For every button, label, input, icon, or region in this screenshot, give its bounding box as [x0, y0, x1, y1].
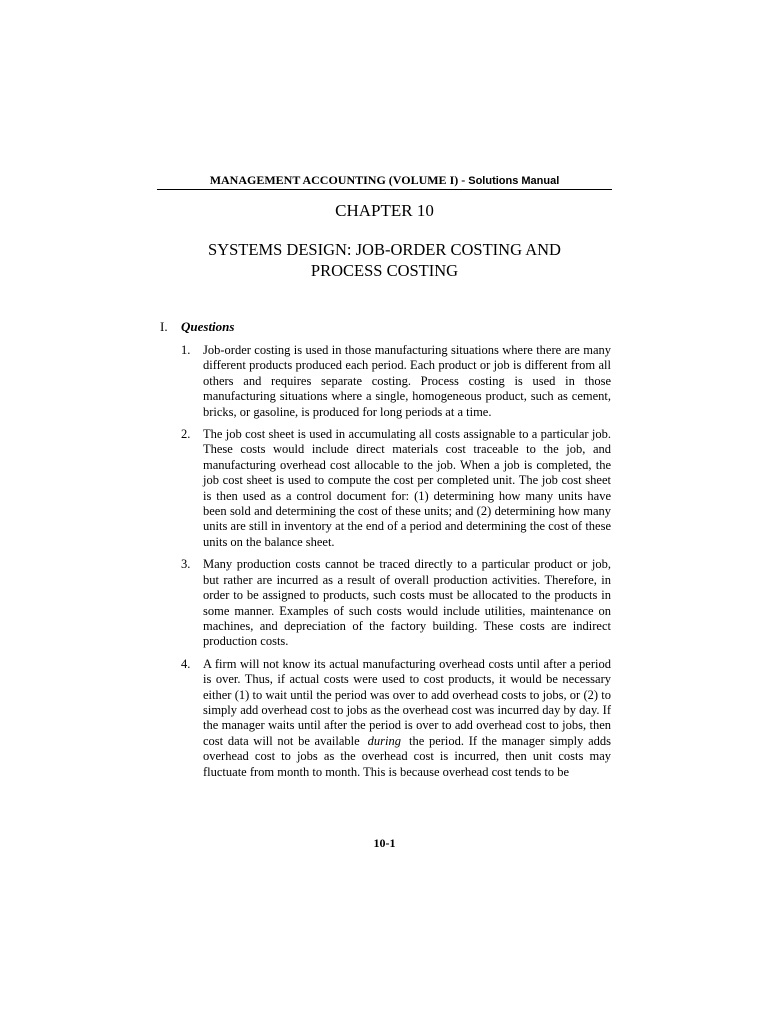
question-number: 1.: [181, 343, 191, 357]
running-header: [157, 173, 612, 190]
question-number: 3.: [181, 557, 191, 572]
header-subtitle: Solutions Manual: [468, 175, 560, 187]
section-heading: [160, 319, 234, 335]
question-item: [181, 557, 611, 649]
question-item: [181, 343, 611, 420]
question-item: [181, 427, 611, 550]
chapter-title-line-1: SYSTEMS DESIGN: JOB-ORDER COSTING AND: [208, 240, 561, 259]
chapter-title-line-2: PROCESS COSTING: [310, 261, 459, 280]
question-text: [203, 657, 611, 780]
question-number: 2.: [181, 427, 191, 442]
question-text: Job-order costing is used in those manufacturing situations where there are many different products produced each period. Each product or job is different from all others and requires separate costing. Process costing is used in those manufacturing situations where a single, homogeneous product, such as cement, bricks, or gasoline, is produced for long periods at a time.: [203, 343, 611, 419]
header-title: MANAGEMENT ACCOUNTING (VOLUME I) -: [209, 173, 469, 187]
question-text: Many production costs cannot be traced directly to a particular product or job, but rather are incurred as a result of overall production activities. Therefore, in order to be assigned to products, such costs must be allocated to the products in some manner. Examples of such costs would include utilities, maintenance on machines, and depreciation of the factory building. These costs are indirect production costs.: [203, 557, 611, 649]
questions-list: [181, 343, 611, 787]
chapter-title: [157, 239, 612, 281]
question-text-part: A firm will not know its actual manufacturing overhead costs until after a period is over. Thus, if actual costs were used to cost products, it would be necessary either (1) to wait until the period was over to add overhead costs to jobs, or (2) to simply add overhead cost to jobs as the overhead cost was incurred day by day. If the manager waits until after the period is over to add overhead cost to jobs, then cost data will not be available: [203, 656, 611, 748]
question-text-part: the period. If the manager simply adds overhead cost to jobs as the overhead cost is incurred, then unit costs may fluctuate from month to month. This is because overhead cost tends to be: [203, 733, 611, 779]
section-title: Questions: [181, 319, 235, 334]
question-item: [181, 657, 611, 780]
section-numeral: I.: [160, 319, 168, 334]
page-number: 10-1: [373, 836, 396, 850]
question-text: The job cost sheet is used in accumulating all costs assignable to a particular job. These costs would include direct materials cost traceable to the job, and manufacturing overhead cost allocable to the job. When a job is completed, the job cost sheet is used to compute the cost per completed unit. The job cost sheet is then used as a control document for: (1) determining how many units have been sold and determining the cost of these units; and (2) determining how many units are still in inventory at the end of a period and determining the cost of these units on the balance sheet.: [203, 427, 611, 549]
question-number: 4.: [181, 656, 191, 671]
question-text-emphasis: during: [367, 733, 402, 748]
chapter-number: CHAPTER 10: [335, 201, 434, 220]
